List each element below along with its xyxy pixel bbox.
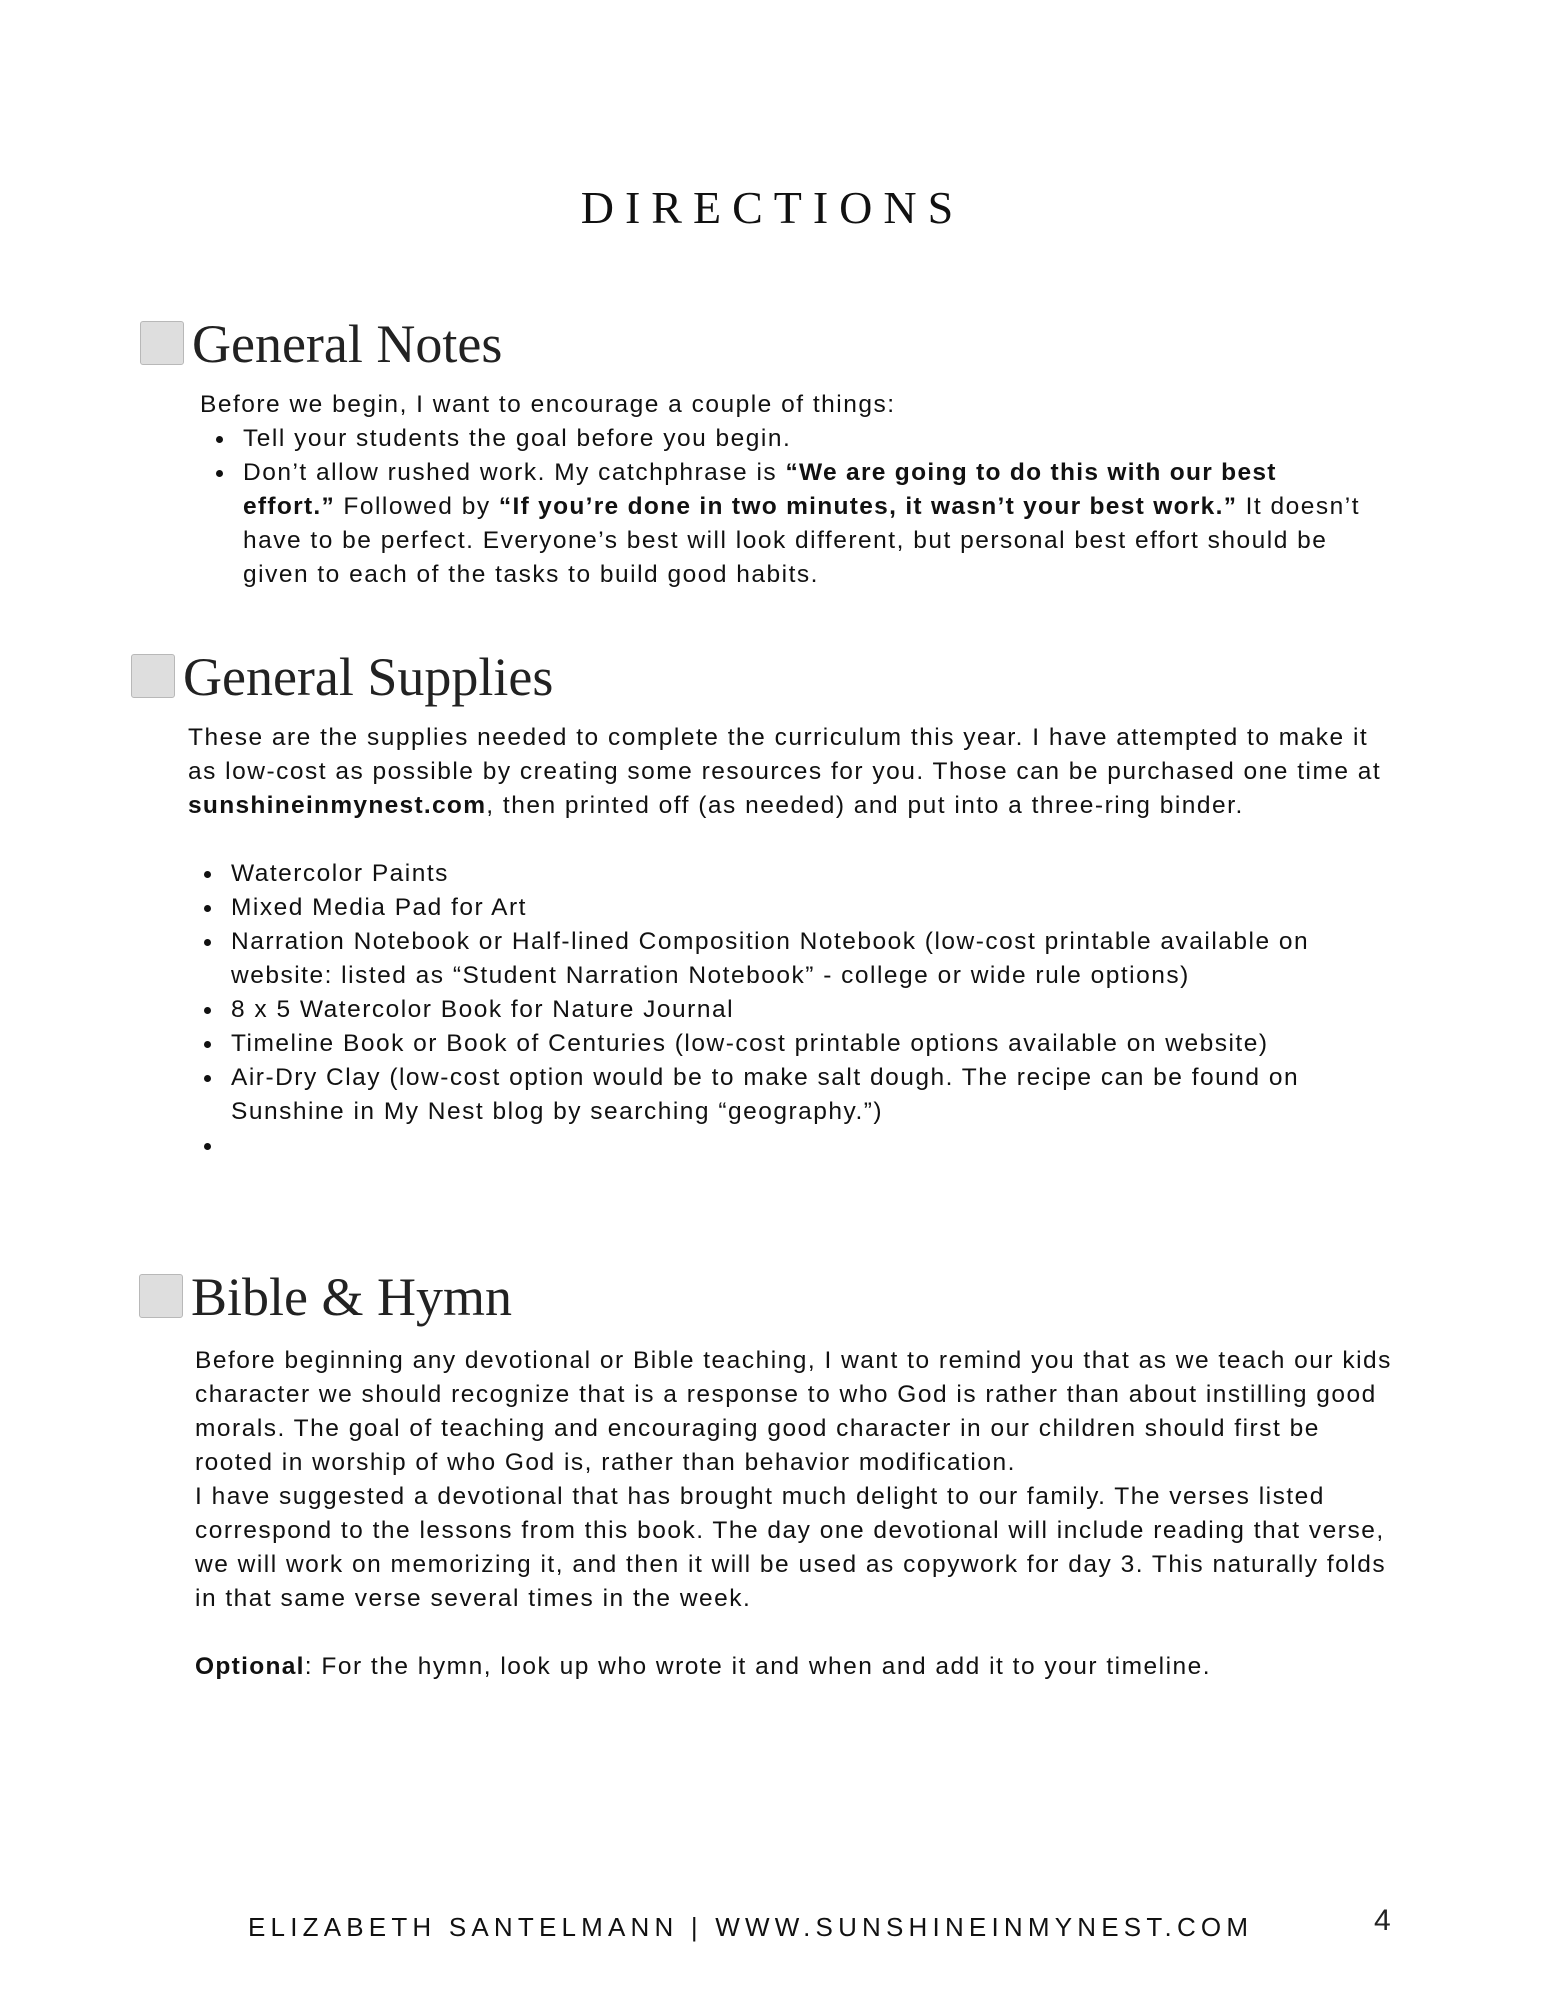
section-title-general-notes: General Notes — [192, 314, 503, 374]
general-notes-body — [200, 388, 1370, 592]
supply-item: Watercolor Paints — [188, 857, 1388, 891]
bible-paragraph-1: Before beginning any devotional or Bible teaching, I want to remind you that as we teach our kids character we should recognize that is a response to who God is rather than about instilling good morals. The goal of teaching and encouraging good character in our children should first be rooted in worship of who God is, rather than behavior modification. — [195, 1347, 1392, 1476]
supplies-list — [188, 857, 1388, 1163]
section-title-bible-hymn: Bible & Hymn — [191, 1267, 512, 1327]
website-link[interactable]: sunshineinmynest.com — [188, 792, 487, 819]
general-notes-list — [200, 422, 1370, 592]
bullet-text: Don’t allow rushed work. My catchphrase is — [243, 459, 786, 486]
supply-item: 8 x 5 Watercolor Book for Nature Journal — [188, 993, 1388, 1027]
bullet-text: Followed by — [335, 493, 499, 520]
bible-paragraph-2: I have suggested a devotional that has brought much delight to our family. The verses listed correspond to the lessons from this book. The day one devotional will include reading that verse, we will work on memorizing it, and then it will be used as copywork for day 3. This naturally folds in that same verse several times in the week. — [195, 1483, 1387, 1612]
supply-item: Air-Dry Clay (low-cost option would be to make salt dough. The recipe can be found on Sunshine in My Nest blog by searching “geography.”) — [188, 1061, 1388, 1129]
list-item: Tell your students the goal before you begin. — [200, 422, 1370, 456]
bullet-text: It doesn’t have to be perfect. Everyone’s best will look different, but personal best effort should be given to each of the tasks to build good habits. — [243, 493, 1360, 588]
section-header-bible-hymn — [139, 1267, 512, 1327]
catchphrase-1: “We are going to do this with our best effort.” — [243, 459, 1277, 520]
supply-item — [188, 1129, 1388, 1163]
page-number: 4 — [1374, 1904, 1391, 1937]
supply-item: Narration Notebook or Half-lined Composition Notebook (low-cost printable available on website: listed as “Student Narration Notebook” - college or wide rule options) — [188, 925, 1388, 993]
list-item — [200, 456, 1370, 592]
optional-note — [195, 1650, 1395, 1684]
optional-label: Optional — [195, 1653, 305, 1680]
checkbox-general-notes[interactable] — [140, 321, 184, 365]
intro-text: These are the supplies needed to complete the curriculum this year. I have attempted to make it as low-cost as possible by creating some resources for you. Those can be purchased one time at — [188, 724, 1382, 785]
supply-item: Timeline Book or Book of Centuries (low-cost printable options available on website) — [188, 1027, 1388, 1061]
section-title-general-supplies: General Supplies — [183, 647, 554, 707]
general-notes-intro: Before we begin, I want to encourage a couple of things: — [200, 391, 896, 418]
checkbox-general-supplies[interactable] — [131, 654, 175, 698]
page-title: DIRECTIONS — [580, 181, 965, 233]
general-supplies-body — [188, 721, 1388, 1163]
section-header-general-supplies — [131, 647, 554, 707]
general-supplies-intro — [188, 721, 1388, 823]
intro-text: , then printed off (as needed) and put into a three-ring binder. — [486, 792, 1244, 819]
footer-credit: ELIZABETH SANTELMANN | WWW.SUNSHINEINMYNEST.COM — [248, 1912, 1254, 1942]
bible-hymn-body — [195, 1344, 1395, 1684]
catchphrase-2: “If you’re done in two minutes, it wasn’t your best work.” — [498, 493, 1238, 520]
optional-text: : For the hymn, look up who wrote it and when and add it to your timeline. — [304, 1653, 1212, 1680]
section-header-general-notes — [140, 314, 503, 374]
supply-item: Mixed Media Pad for Art — [188, 891, 1388, 925]
checkbox-bible-hymn[interactable] — [139, 1274, 183, 1318]
